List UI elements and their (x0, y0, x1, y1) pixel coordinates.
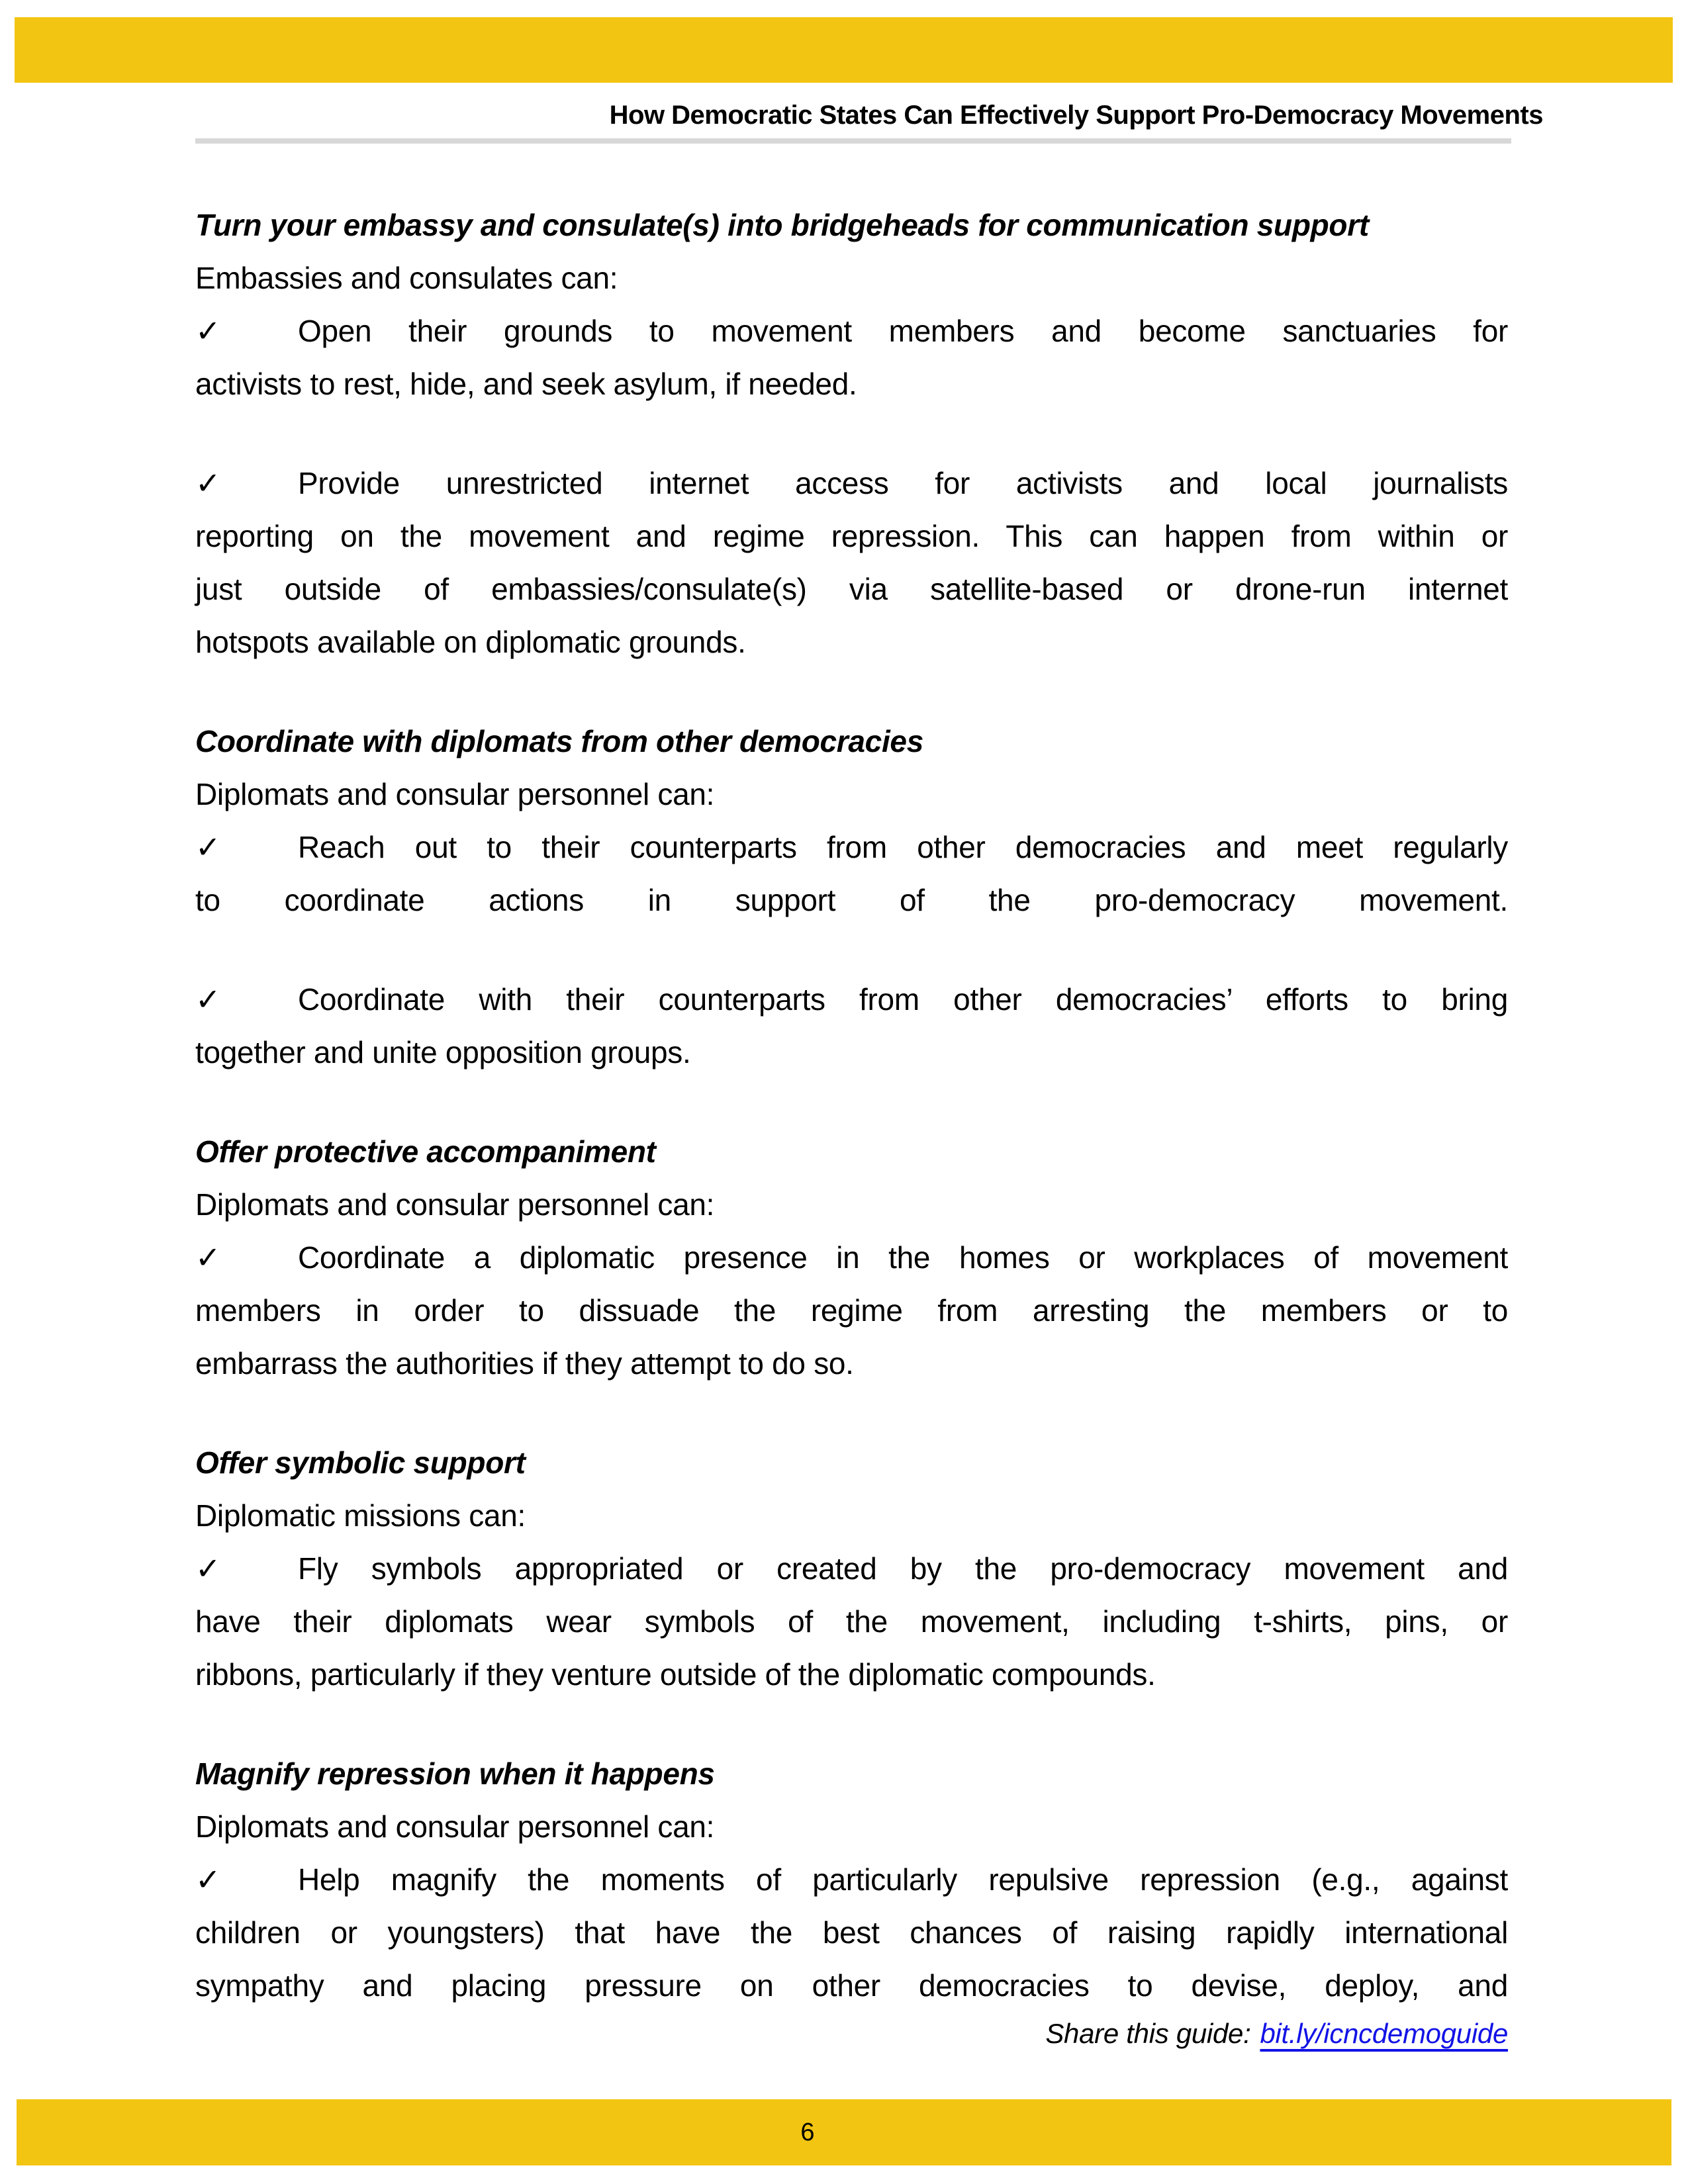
section-intro: Diplomatic missions can: (195, 1498, 526, 1533)
paragraph-line: hotspots available on diplomatic grounds. (195, 625, 746, 659)
bullet-paragraph (195, 304, 1508, 410)
paragraph-line: members in order to dissuade the regime from arresting the members or to (195, 1293, 1508, 1328)
check-icon: ✓ (195, 981, 221, 1017)
paragraph-line: ribbons, particularly if they venture outside of the diplomatic compounds. (195, 1657, 1156, 1692)
section-coordinate-diplomats (195, 715, 1508, 1079)
line-text: Help magnify the moments of particularly repulsive repression (e.g., against (298, 1862, 1508, 1897)
section-heading: Offer symbolic support (195, 1445, 526, 1480)
page-number: 6 (800, 2118, 815, 2146)
paragraph-line (195, 1231, 1508, 1284)
section-intro: Diplomats and consular personnel can: (195, 1187, 715, 1222)
bullet-paragraph (195, 457, 1508, 668)
share-label: Share this guide: (1045, 2018, 1251, 2049)
line-text: Coordinate a diplomatic presence in the homes or workplaces of movement (298, 1240, 1508, 1275)
header-title: How Democratic States Can Effectively Support Pro-Democracy Movements (609, 101, 1543, 130)
footer-bar (17, 2099, 1671, 2165)
share-link[interactable]: bit.ly/icncdemoguide (1260, 2018, 1508, 2049)
line-text: Provide unrestricted internet access for activists and local journalists (298, 466, 1508, 500)
bullet-paragraph (195, 973, 1508, 1079)
paragraph-line: to coordinate actions in support of the pro-democracy movement. (195, 883, 1508, 917)
section-heading: Offer protective accompaniment (195, 1134, 656, 1169)
paragraph-line: embarrass the authorities if they attempt to do so. (195, 1346, 854, 1381)
bullet-paragraph (195, 1542, 1508, 1701)
section-protective-accompaniment (195, 1125, 1508, 1390)
bullet-paragraph (195, 1853, 1508, 2012)
section-embassy-bridgeheads (195, 199, 1508, 668)
paragraph-line (195, 457, 1508, 510)
paragraph-line: together and unite opposition groups. (195, 1035, 691, 1069)
section-heading: Magnify repression when it happens (195, 1756, 715, 1791)
paragraph-line: reporting on the movement and regime repression. This can happen from within or (195, 519, 1508, 553)
section-magnify-repression (195, 1747, 1508, 2012)
paragraph-line (195, 821, 1508, 874)
paragraph-line: sympathy and placing pressure on other democracies to devise, deploy, and (195, 1968, 1508, 2003)
bullet-paragraph (195, 1231, 1508, 1390)
top-accent-bar (15, 17, 1673, 83)
section-symbolic-support (195, 1436, 1508, 1701)
paragraph-line (195, 304, 1508, 357)
paragraph-line (195, 1853, 1508, 1906)
paragraph-line (195, 1542, 1508, 1595)
line-text: Reach out to their counterparts from other democracies and meet regularly (298, 830, 1508, 864)
check-icon: ✓ (195, 465, 221, 501)
check-icon: ✓ (195, 313, 221, 349)
bullet-paragraph (195, 821, 1508, 927)
paragraph-line: have their diplomats wear symbols of the movement, including t-shirts, pins, or (195, 1604, 1508, 1639)
share-note (195, 2013, 1508, 2054)
check-icon: ✓ (195, 829, 221, 865)
check-icon: ✓ (195, 1551, 221, 1586)
check-icon: ✓ (195, 1240, 221, 1275)
check-icon: ✓ (195, 1862, 221, 1897)
paragraph-line: just outside of embassies/consulate(s) via satellite-based or drone-run internet (195, 572, 1508, 606)
line-text: Open their grounds to movement members and become sanctuaries for (298, 314, 1508, 348)
section-intro: Diplomats and consular personnel can: (195, 1809, 715, 1844)
section-intro: Embassies and consulates can: (195, 261, 618, 295)
section-heading: Coordinate with diplomats from other democracies (195, 724, 923, 758)
paragraph-line: children or youngsters) that have the best chances of raising rapidly international (195, 1915, 1508, 1950)
line-text: Coordinate with their counterparts from other democracies’ efforts to bring (298, 982, 1508, 1017)
line-text: Fly symbols appropriated or created by the pro-democracy movement and (298, 1551, 1508, 1586)
document-body (195, 199, 1508, 2054)
header-rule (195, 138, 1511, 144)
paragraph-line (195, 973, 1508, 1026)
section-heading: Turn your embassy and consulate(s) into bridgeheads for communication support (195, 208, 1369, 242)
section-intro: Diplomats and consular personnel can: (195, 777, 715, 811)
paragraph-line: activists to rest, hide, and seek asylum, if needed. (195, 367, 857, 401)
